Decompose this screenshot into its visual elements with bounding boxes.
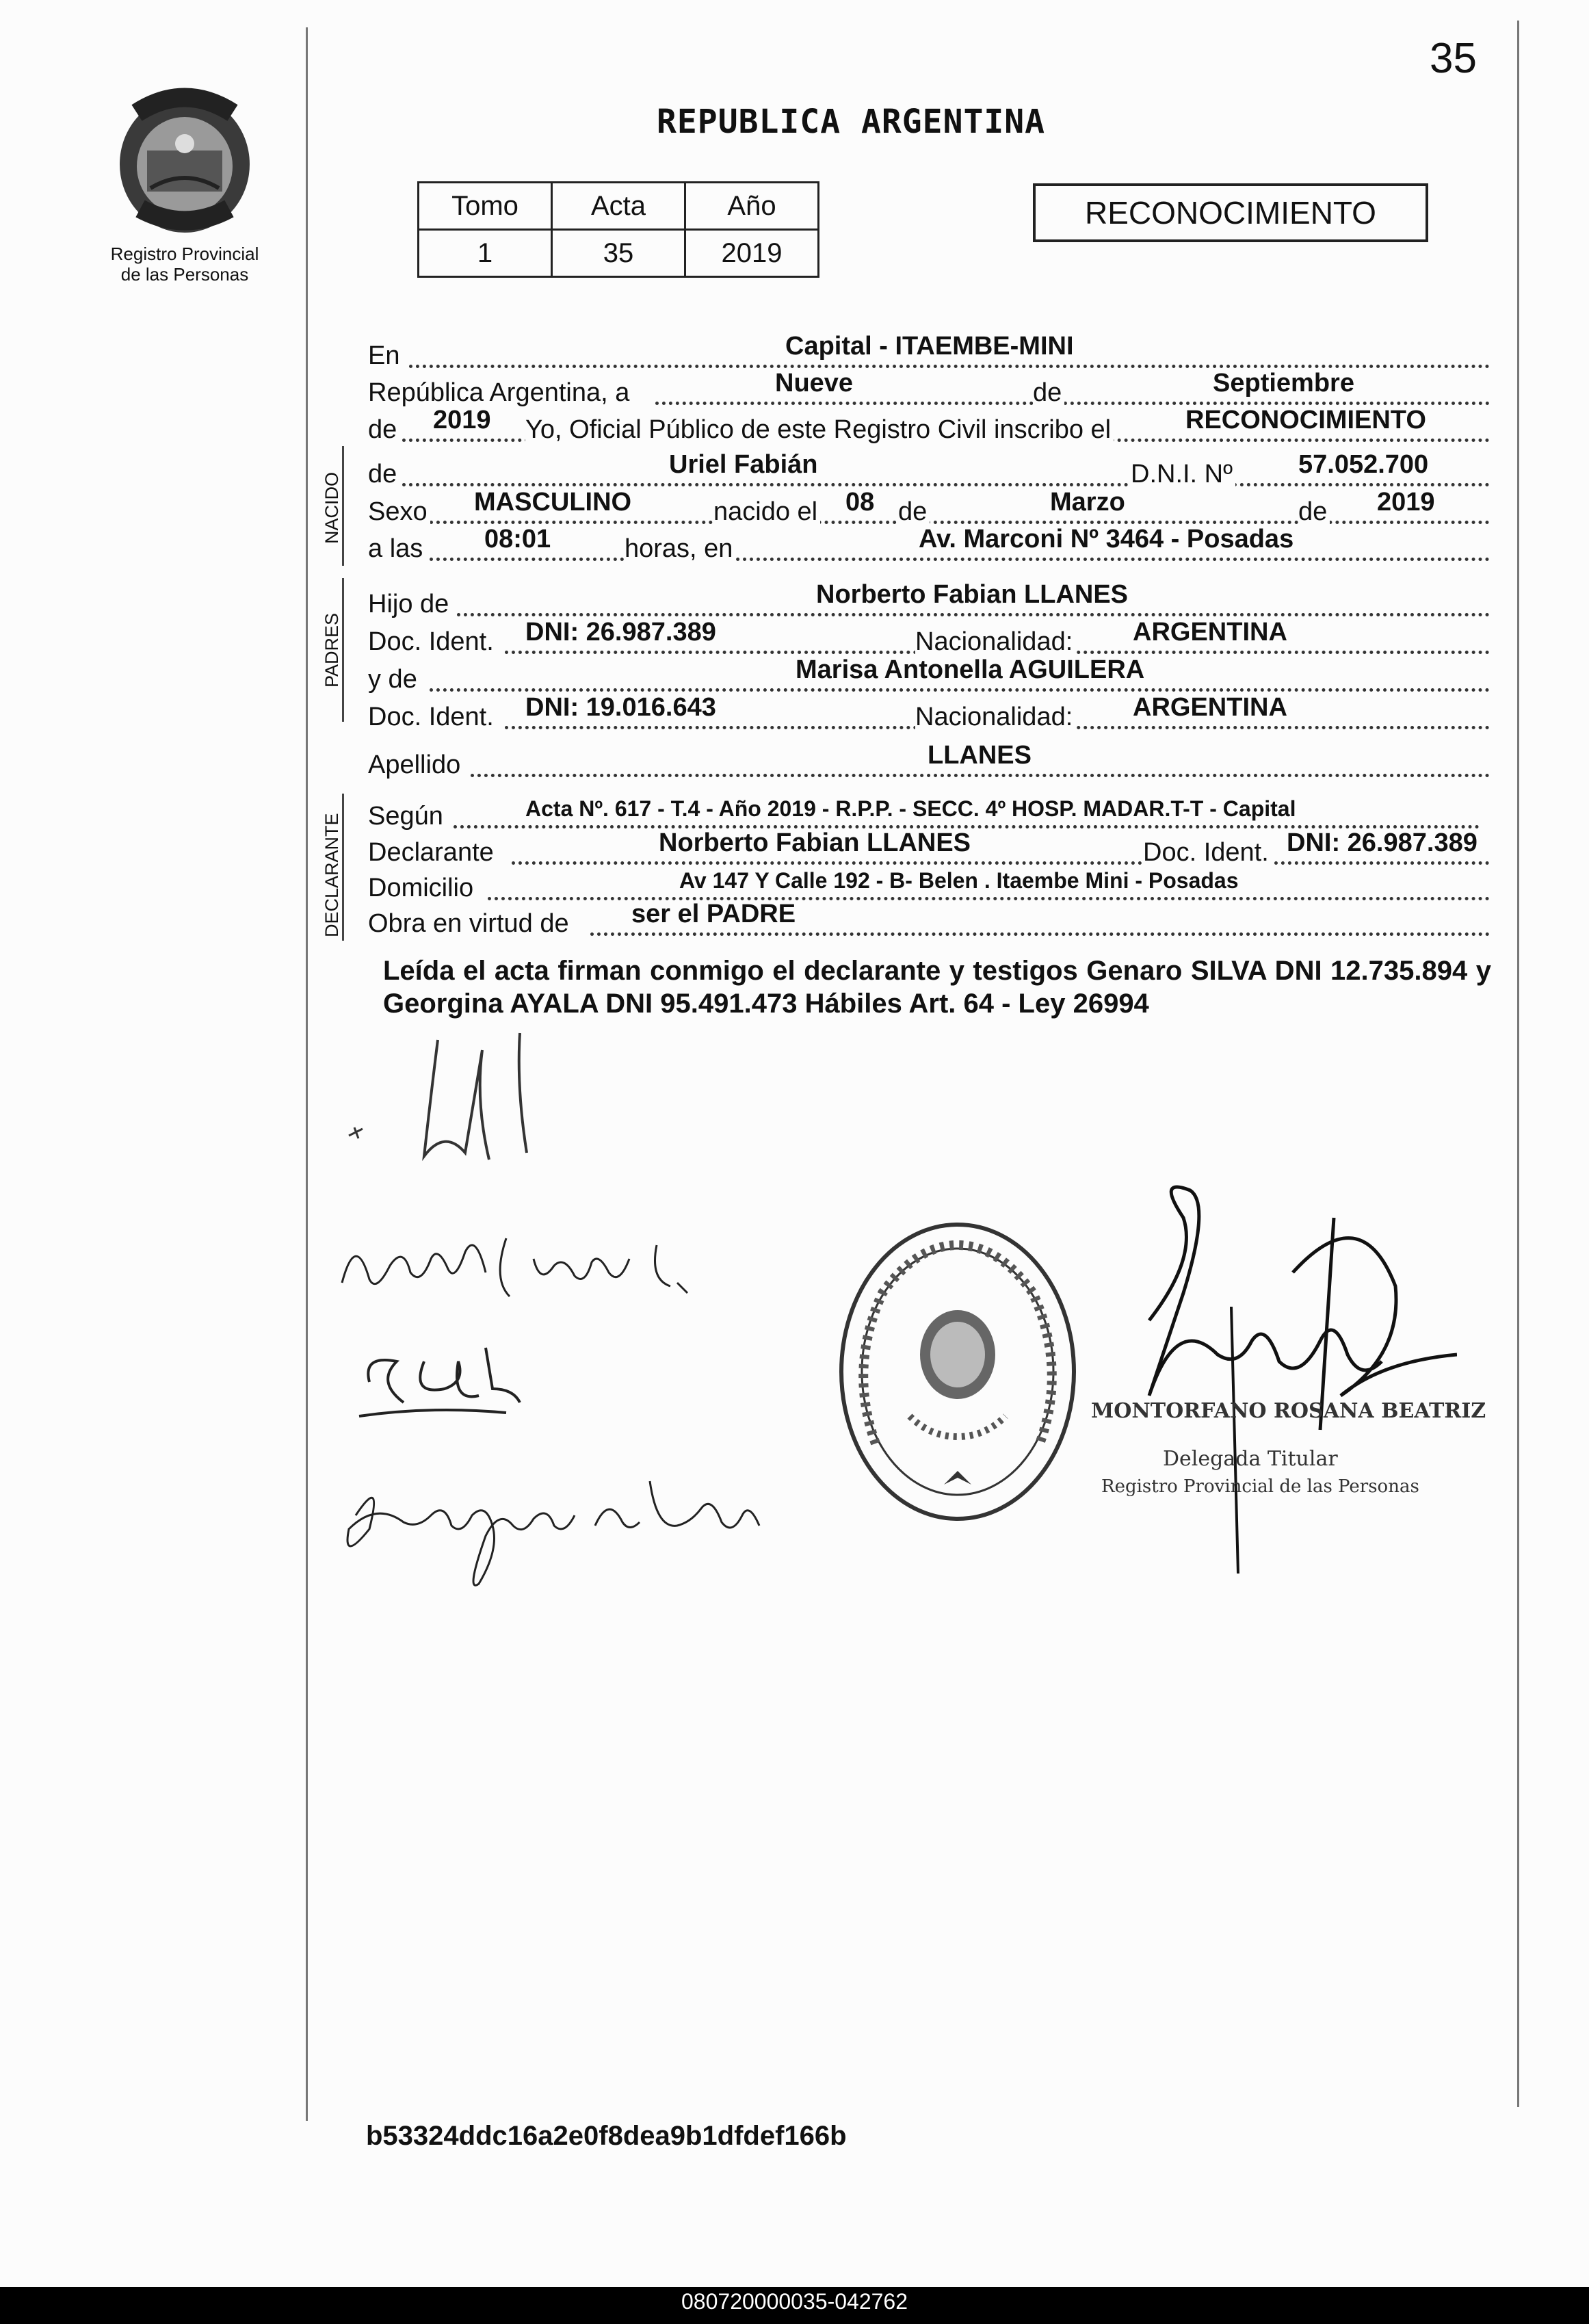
- value-declarante-doc: DNI: 26.987.389: [1287, 828, 1478, 857]
- line-madre: [368, 655, 1490, 694]
- declarante-side-label: DECLARANTE: [321, 813, 342, 937]
- nacido-side-label: NACIDO: [321, 471, 342, 544]
- label-nacionalidad-madre: Nacionalidad:: [915, 703, 1075, 732]
- line-apellido: [368, 741, 1490, 780]
- line-sexo: [368, 488, 1490, 527]
- line-madre-doc: [368, 693, 1490, 732]
- footer-code: 080720000035-042762: [681, 2289, 908, 2314]
- label-nacido: nacido el: [713, 497, 820, 527]
- value-declarante: Norberto Fabian LLANES: [659, 828, 971, 857]
- declarant-signature: [335, 1013, 609, 1177]
- value-obra: ser el PADRE: [631, 900, 796, 928]
- value-lugar-nac: Av. Marconi Nº 3464 - Posadas: [919, 525, 1294, 553]
- value-anio: 2019: [433, 406, 491, 434]
- provincial-logo: [109, 86, 260, 236]
- line-padre: [368, 580, 1490, 619]
- label-declarante: Declarante: [368, 838, 497, 867]
- official-name: MONTORFANO ROSANA BEATRIZ: [1091, 1399, 1486, 1423]
- value-nac-mes: Marzo: [1050, 488, 1125, 517]
- value-apellido: LLANES: [928, 741, 1032, 770]
- page-number: 35: [1430, 35, 1477, 82]
- label-domicilio: Domicilio: [368, 874, 476, 903]
- line-segun: [368, 797, 1490, 831]
- value-nombre: Uriel Fabián: [669, 450, 818, 479]
- label-hijo-de: Hijo de: [368, 590, 451, 619]
- document-hash: b53324ddc16a2e0f8dea9b1dfdef166b: [366, 2121, 847, 2151]
- label-sexo: Sexo: [368, 497, 430, 527]
- logo-caption-line-2: de las Personas: [120, 264, 249, 285]
- anio-value: 2019: [685, 230, 819, 277]
- line-declarante: [368, 828, 1490, 867]
- value-acto: RECONOCIMIENTO: [1185, 406, 1426, 434]
- country-title: REPUBLICA ARGENTINA: [657, 103, 1046, 141]
- record-reference-table: [417, 181, 819, 278]
- ayala-signature: [328, 1461, 780, 1597]
- label-apellido: Apellido: [368, 750, 463, 780]
- tomo-header: Tomo: [419, 183, 552, 230]
- line-domicilio: [368, 869, 1490, 903]
- label-dni: D.N.I. Nº: [1131, 460, 1235, 489]
- line-inscribo: [368, 406, 1490, 445]
- value-lugar: Capital - ITAEMBE-MINI: [785, 332, 1074, 361]
- value-domicilio: Av 147 Y Calle 192 - B- Belen . Itaembe Mini - Posadas: [679, 868, 1239, 893]
- tomo-value: 1: [419, 230, 552, 277]
- document-type-box: RECONOCIMIENTO: [1033, 183, 1428, 242]
- label-y-de: y de: [368, 665, 420, 694]
- label-obra: Obra en virtud de: [368, 909, 572, 939]
- value-nac-dia: 08: [845, 488, 875, 517]
- value-segun: Acta Nº. 617 - T.4 - Año 2019 - R.P.P. - SECC. 4º HOSP. MADAR.T-T - Capital: [525, 796, 1296, 821]
- value-madre-nac: ARGENTINA: [1133, 693, 1287, 722]
- line-lugar: [368, 332, 1490, 371]
- value-padre-nac: ARGENTINA: [1133, 618, 1287, 647]
- right-margin-rule: [1517, 21, 1519, 2107]
- value-sexo: MASCULINO: [474, 488, 632, 517]
- line-hora: [368, 525, 1490, 564]
- line-obra: [368, 900, 1490, 939]
- label-a-las: a las: [368, 534, 425, 564]
- label-yo: Yo, Oficial Público de este Registro Civil inscribo el: [525, 415, 1114, 445]
- official-organization: Registro Provincial de las Personas: [1101, 1476, 1419, 1497]
- value-mes: Septiembre: [1213, 369, 1354, 397]
- closing-statement: Leída el acta firman conmigo el declarante y testigos Genaro SILVA DNI 12.735.894 y Georgina AYALA DNI 95.491.473 Hábiles Art. 64 - Ley 26994: [383, 956, 1491, 1019]
- label-nacionalidad-padre: Nacionalidad:: [915, 627, 1075, 657]
- acta-header: Acta: [552, 183, 685, 230]
- label-doc-ident-declarante: Doc. Ident.: [1143, 838, 1272, 867]
- acta-value: 35: [552, 230, 685, 277]
- left-margin-rule: [306, 27, 308, 2121]
- value-dni: 57.052.700: [1298, 450, 1429, 479]
- value-hora: 08:01: [484, 525, 551, 553]
- delegation-seal: [835, 1218, 1081, 1526]
- padres-side-label: PADRES: [321, 612, 342, 688]
- value-padre-doc: DNI: 26.987.389: [525, 618, 716, 647]
- value-madre-doc: DNI: 19.016.643: [525, 693, 716, 722]
- official-signature: [1074, 1136, 1457, 1574]
- line-fecha: [368, 369, 1490, 408]
- silva-signature: [349, 1341, 540, 1430]
- aguilera-signature: [328, 1218, 711, 1307]
- value-dia: Nueve: [775, 369, 854, 397]
- label-segun: Según: [368, 802, 446, 831]
- label-de-nac-mes: de: [898, 497, 930, 527]
- label-horas: horas, en: [625, 534, 735, 564]
- value-madre: Marisa Antonella AGUILERA: [796, 655, 1145, 684]
- anio-header: Año: [685, 183, 819, 230]
- label-de-nac-anio: de: [1298, 497, 1330, 527]
- label-de-anio: de: [368, 415, 399, 445]
- logo-caption: [82, 244, 287, 285]
- line-padre-doc: [368, 618, 1490, 657]
- line-nombre: [368, 450, 1490, 489]
- label-republica: República Argentina, a: [368, 378, 632, 408]
- label-en: En: [368, 341, 402, 371]
- label-doc-ident-madre: Doc. Ident.: [368, 703, 497, 732]
- logo-caption-line-1: Registro Provincial: [110, 244, 259, 264]
- label-de-mes: de: [1033, 378, 1064, 408]
- value-padre: Norberto Fabian LLANES: [816, 580, 1129, 609]
- label-doc-ident-padre: Doc. Ident.: [368, 627, 497, 657]
- label-de-nombre: de: [368, 460, 399, 489]
- value-nac-anio: 2019: [1377, 488, 1435, 517]
- official-role: Delegada Titular: [1163, 1447, 1338, 1471]
